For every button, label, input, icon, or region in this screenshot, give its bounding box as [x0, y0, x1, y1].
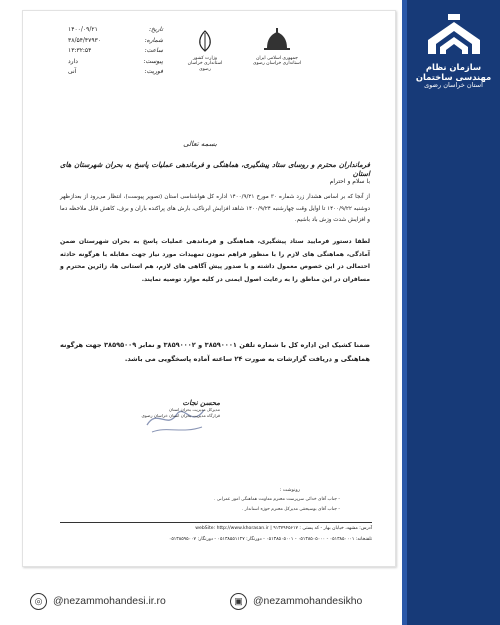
dome-emblem-icon: [262, 28, 292, 52]
signature-block: [110, 398, 220, 458]
urgency-value: آنی: [68, 68, 77, 75]
date-value: ۱۴۰۰/۰۹/۲۱: [68, 26, 98, 33]
footer-phones: تلفنخانه: ۰۵۱۳۸۵۰۰۰۱ - ۰۵۱۳۸۵۰۵۰۰۰ - ۰۵۱۳۸۵۰۵۰۰۱ - دورنگار: ۰۵۱۳۸۵۵۱۱۲۷ - دورنگار: ۰۵۱۳۸۵۹۵۰۰۷: [168, 537, 372, 542]
org-name: سازمان نظام مهندسی ساختمان: [415, 62, 492, 83]
letter-page: [22, 10, 396, 567]
urgency-label: فوریت:: [144, 68, 163, 75]
cc-item-2: - جناب آقای بوسیحقی مدیرکل محترم حوزه استاندار .: [241, 507, 340, 512]
attachment-label: پیوست:: [143, 57, 163, 65]
website-handle[interactable]: @nezammohandesi.ir.ro: [53, 595, 166, 607]
province-emblem: [252, 28, 302, 78]
website-contact[interactable]: [30, 591, 166, 611]
number-value: ۳۸/۵۴/۴۷۹۳۰: [68, 36, 102, 44]
instagram-icon: ▣: [230, 593, 247, 610]
cc-item-1: - جناب آقای خدائی سرپرست محترم معاونت هماهنگی امور عمرانی .: [213, 497, 340, 502]
emblem-caption-2a: جمهوری اسلامی ایران: [256, 56, 298, 61]
emblem-caption-2b: استانداری خراسان رضوی: [253, 61, 301, 67]
attachment-value: دارد: [68, 57, 78, 65]
emblem-caption-1a: وزارت کشور: [192, 56, 218, 61]
instagram-handle[interactable]: @nezammohandesikho: [253, 595, 363, 607]
time-label: ساعت:: [144, 47, 163, 54]
cc-title: رونوشت :: [279, 488, 300, 493]
globe-icon: ◎: [30, 593, 47, 610]
iran-emblem-icon: [196, 30, 214, 52]
number-label: شماره:: [144, 36, 163, 44]
instagram-contact[interactable]: [230, 591, 362, 611]
paragraph-2: لطفا دستور فرمایید ستاد پیشگیری، هماهنگی و فرماندهی عملیات پاسخ به بحران شهرستان ضمن آمادگی، هماهنگی های لازم را با منظور فراهم نمودن تمهیدات مورد نیاز جهت مقابله با هرگونه حادثه احتمالی در این خصوص معمول داشته و با صدور پیش آگاهی های لازم، هم استانی ها، زائرین محترم و مسافران در این مناطق را به رعایت اصول ایمنی در کلیه موارد توصیه نمایند.: [60, 238, 370, 283]
paragraph-3: ضمنا کشیک این اداره کل با شماره تلفن ۳۸۵۹۰۰۰۱ و ۳۸۵۹۰۰۰۲ و نمابر ۳۸۵۹۵۰۰۹ جهت هرگونه هماهنگی و دریافت گزارشات به صورت ۲۴ ساعته آماده پاسخگویی می باشد.: [60, 341, 370, 363]
date-label: تاریخ:: [149, 26, 163, 33]
letter-meta: [68, 25, 163, 78]
org-province: استان خراسان رضوی: [424, 81, 483, 90]
signatory-title: مدیرکل مدیریت بحران استان: [169, 407, 220, 412]
signatory-name: محسن نجات: [182, 398, 220, 407]
org-logo: [410, 10, 497, 120]
paragraph-1: از آنجا که بر اساس هشدار زرد شماره ۳۰ مورخ ۱۴۰۰/۹/۲۱ اداره کل هواشناسی استان (تصویر پیوست)، انتظار می‌رود از بعدازظهر دوشنبه ۱۴۰۰/۹/۲۲ تا اوایل وقت چهارشنبه ۱۴۰۰/۹/۲۴ شاهد افزایش ابرناکی، بارش های پراکنده باران و برف، کاهش قابل ملاحظه دما و افزایش شدت وزش باد باشیم.: [60, 194, 370, 223]
bismillah: بسمه تعالی: [183, 140, 217, 148]
time-value: ۱۳:۳۲:۵۴: [68, 47, 92, 54]
ministry-emblem: [185, 30, 225, 75]
addressee: فرمانداران محترم و روسای ستاد پیشگیری، هماهنگی و فرماندهی عملیات پاسخ به بحران شهرستان های استان: [60, 160, 370, 178]
salutation: با سلام و احترام: [329, 178, 370, 185]
emblem-caption-1b: استانداری خراسان رضوی: [187, 61, 223, 72]
signatory-org: قرارگاه مدیریت بحران استان خراسان رضوی: [141, 413, 220, 419]
footer-divider: [60, 522, 372, 523]
footer-address: آدرس: مشهد، خیابان بهار - کد پستی : ۹۱۳۷۹۴۵۶۱۷ | webSite: http://www.khorasan.ir: [195, 526, 372, 531]
building-logo-icon: [424, 10, 484, 60]
